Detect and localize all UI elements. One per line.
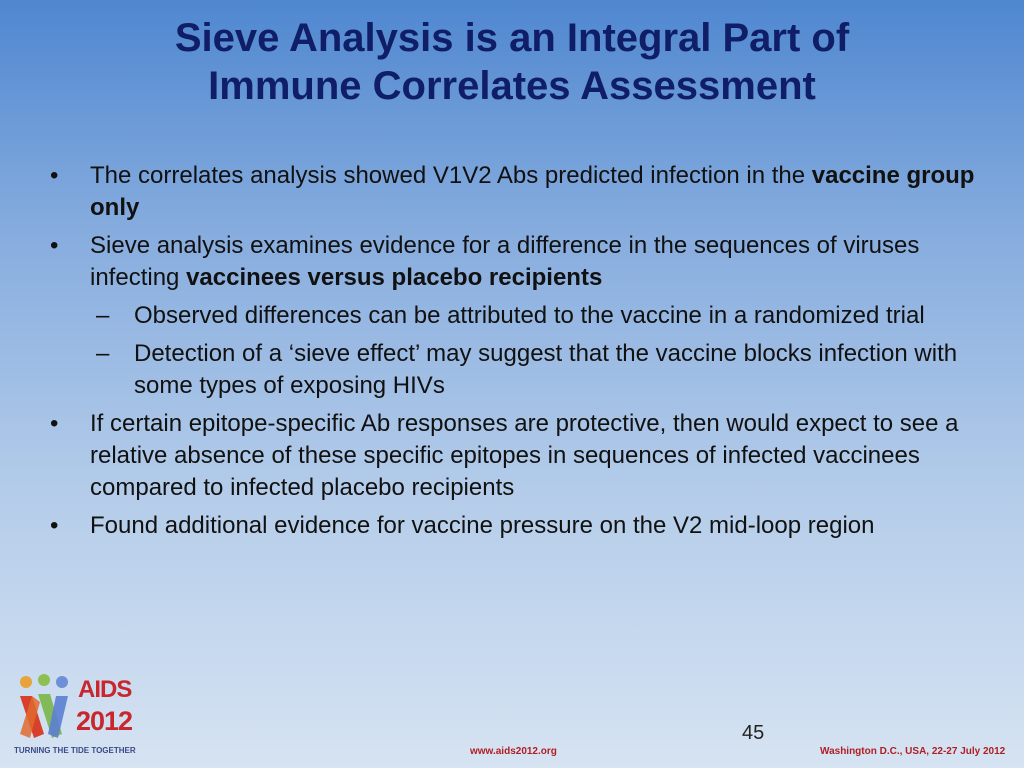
page-number: 45 (742, 722, 765, 744)
bullet-text: Found additional evidence for vaccine pressure on the V2 mid-loop region (90, 512, 875, 539)
sub-bullet-text: Detection of a ‘sieve effect’ may suggest that the vaccine blocks infection with some types of exposing HIVs (134, 340, 958, 399)
sub-bullet-text: Observed differences can be attributed to the vaccine in a randomized trial (134, 302, 925, 329)
bullet-marker: • (50, 410, 59, 437)
bullet-marker: • (50, 512, 59, 539)
sub-bullet-item (46, 300, 986, 332)
bullet-text: The correlates analysis showed V1V2 Abs predicted infection in the (90, 162, 812, 189)
logo-tagline: TURNING THE TIDE TOGETHER (14, 746, 136, 755)
bullet-item (46, 408, 986, 504)
slide-title-line-2: Immune Correlates Assessment (208, 64, 816, 108)
aids2012-logo (14, 672, 136, 762)
bullet-text-bold: vaccinees versus placebo recipients (186, 264, 603, 291)
bullet-item (46, 160, 986, 224)
sub-bullet-item (46, 338, 986, 402)
ribbon-figures-icon (14, 672, 76, 744)
sub-bullet-marker: – (96, 302, 110, 329)
logo-text-aids: AIDS (78, 676, 132, 703)
footer-event-info: Washington D.C., USA, 22-27 July 2012 (820, 746, 1006, 757)
bullet-item (46, 230, 986, 294)
bullet-item (46, 510, 986, 542)
footer-url-link[interactable]: www.aids2012.org (470, 746, 557, 757)
bullet-text-bold: vaccine group only (90, 162, 975, 221)
bullet-marker: • (50, 232, 59, 259)
logo-text-year: 2012 (76, 706, 133, 736)
bullet-list (46, 160, 986, 548)
bullet-text: If certain epitope-specific Ab responses are protective, then would expect to see a relative absence of these specific epitopes in sequences of infected vaccinees compared to infected placebo recipients (90, 410, 959, 501)
slide-title (40, 14, 984, 110)
bullet-marker: • (50, 162, 59, 189)
bullet-text: Sieve analysis examines evidence for a difference in the sequences of viruses infecting (90, 232, 920, 291)
slide-title-line-1: Sieve Analysis is an Integral Part of (174, 16, 850, 60)
sub-bullet-marker: – (96, 340, 110, 367)
